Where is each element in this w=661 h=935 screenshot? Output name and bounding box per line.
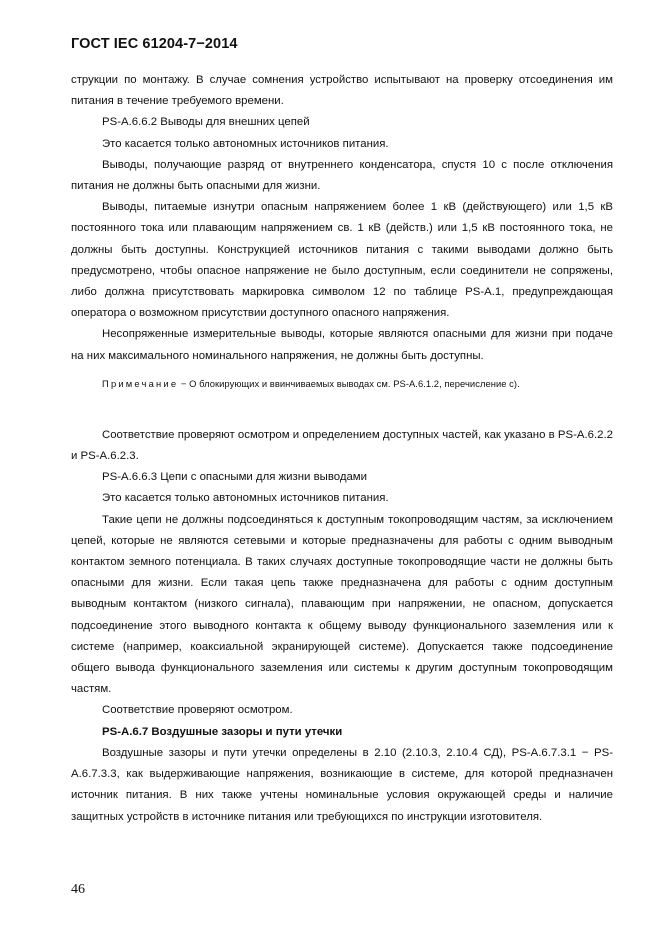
document-body xyxy=(71,70,613,828)
paragraph: Воздушные зазоры и пути утечки определены в 2.10 (2.10.3, 2.10.4 СД), PS-A.6.7.3.1 − PS-A.6.7.3.3, как выдерживающие напряжения, возникающие в системе, для которой предназначен источник питания. В них также учтены номинальные условия окружающей среды и наличие защитных устройств в источнике питания или требующихся по инструкции изготовителя. xyxy=(71,746,613,823)
note-block xyxy=(71,377,613,391)
paragraph: Такие цепи не должны подсоединяться к доступным токопроводящим частям, за исключением цепей, которые не являются сетевыми и которые предназначены для работы с одним выводным контактом земного потенциала. В таких случаях доступные токопроводящие части не должны быть опасными для жизни. Если такая цепь также предназначена для работы с одним доступным выводным контактом (низкого сигнала), плавающим при напряжении, не опасном, допускается подсоединение этого выводного контакта к общему выводу функционального заземления или к системе (например, коаксиальной экранирующей системе). Допускается также подсоединение общего вывода функционального заземления или системы к другим доступным токопроводящим частям. xyxy=(71,513,613,696)
paragraph: Соответствие проверяют осмотром. xyxy=(102,704,293,717)
document-header: ГОСТ IEC 61204-7−2014 xyxy=(71,36,238,52)
section-heading-ps-a-6-6-3: PS-A.6.6.3 Цепи с опасными для жизни выводами xyxy=(102,471,368,484)
paragraph: Это касается только автономных источников питания. xyxy=(102,137,389,150)
paragraph: Выводы, питаемые изнутри опасным напряжением более 1 кВ (действующего) или 1,5 кВ постоянного тока или плавающим напряжением св. 1 кВ (действ.) или 1,5 кВ постоянного тока, не должны быть доступны. Конструкцией источников питания с такими выводами должно быть предусмотрено, чтобы опасное напряжение не было доступным, если соединители не сопряжены, либо должна присутствовать маркировка символом 12 по таблице PS-A.1, предупреждающая оператора о возможном присутствии доступного опасного напряжения. xyxy=(71,201,613,320)
section-heading-ps-a-6-6-2: PS-A.6.6.2 Выводы для внешних цепей xyxy=(102,116,310,129)
paragraph: Это касается только автономных источников питания. xyxy=(102,492,389,505)
page-number: 46 xyxy=(71,882,85,897)
note-label: Примечание xyxy=(102,377,179,389)
section-heading-ps-a-6-7: PS-A.6.7 Воздушные зазоры и пути утечки xyxy=(102,725,343,738)
paragraph: струкции по монтажу. В случае сомнения устройство испытывают на проверку отсоединения им питания в течение требуемого времени. xyxy=(71,74,613,108)
note-text: − О блокирующих и ввинчиваемых выводах см. PS-A.6.1.2, перечисление с). xyxy=(178,377,520,389)
paragraph: Выводы, получающие разряд от внутреннего конденсатора, спустя 10 с после отключения питания не должны быть опасными для жизни. xyxy=(71,158,613,193)
paragraph: Соответствие проверяют осмотром и определением доступных частей, как указано в PS-A.6.2.2 и PS-A.6.2.3. xyxy=(71,428,613,463)
paragraph: Несопряженные измерительные выводы, которые являются опасными для жизни при подаче на них максимального номинального напряжения, не должны быть доступны. xyxy=(71,328,613,362)
